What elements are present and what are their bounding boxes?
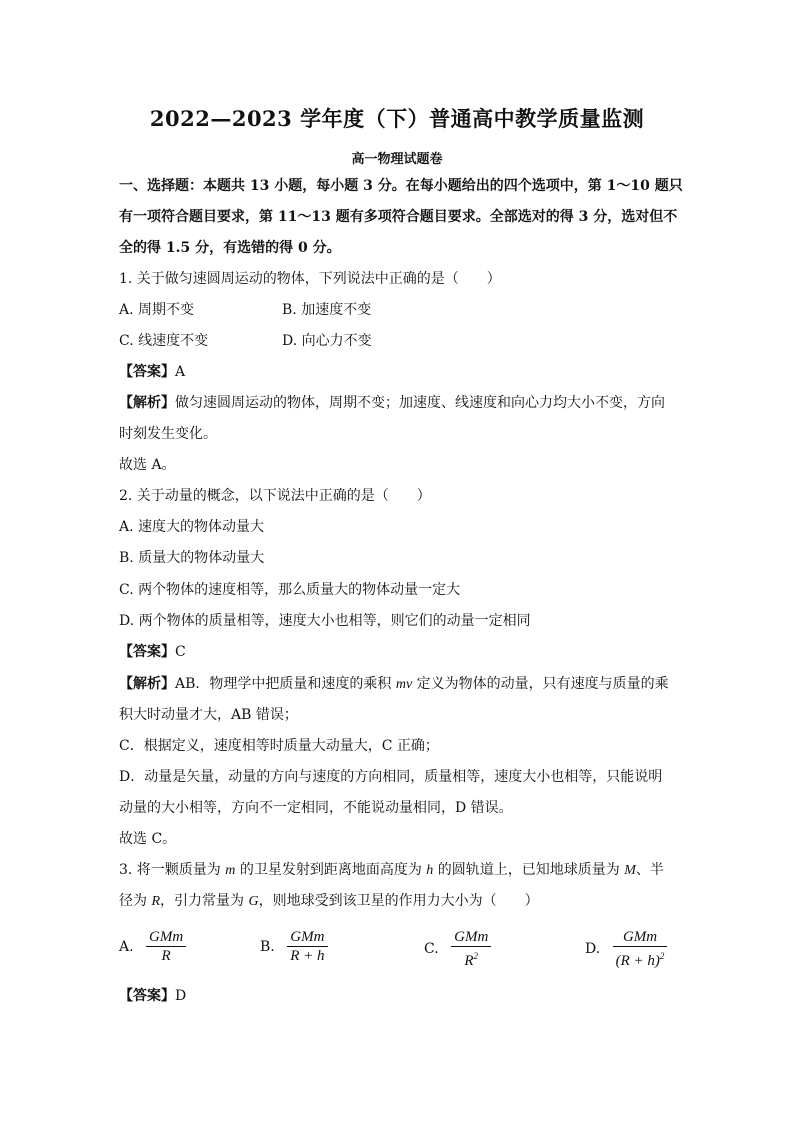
question-2-analysis-line-4: D．动量是矢量，动量的方向与速度的方向相同，质量相等，速度大小也相等，只能说明 [119, 769, 663, 785]
question-2-option-c: C. 两个物体的速度相等，那么质量大的物体动量一定大 [119, 582, 461, 598]
fraction-numerator: GMm [146, 928, 186, 947]
variable-M: M [624, 863, 636, 878]
variable-h: h [426, 863, 434, 878]
question-2-analysis-line-3: C．根据定义，速度相等时质量大动量大，C 正确； [119, 738, 439, 754]
question-1-analysis-line-1 [119, 393, 665, 413]
question-1-conclusion: 故选 A。 [119, 457, 176, 473]
question-1-stem: 1. 关于做匀速圆周运动的物体，下列说法中正确的是（ ） [119, 271, 501, 287]
answer-tag: 【答案】 [119, 364, 175, 380]
answer-value: D [175, 988, 187, 1004]
variable-R: R [151, 894, 161, 909]
page-title: 2022—2023 学年度（下）普通高中教学质量监测 [149, 106, 645, 131]
stem-text: 径为 [119, 893, 152, 909]
section-instructions-line-3: 全的得 1.5 分，有选错的得 0 分。 [119, 240, 341, 256]
question-2-analysis-line-5: 动量的大小相等，方向不一定相同，不能说动量相同，D 错误。 [119, 800, 513, 816]
exponent: 2 [473, 951, 479, 961]
question-1-option-c: C. 线速度不变 [119, 333, 209, 349]
page-subtitle: 高一物理试题卷 [351, 152, 443, 167]
question-3-stem-line-2 [119, 891, 539, 912]
fraction-denominator: R + h [290, 948, 325, 964]
question-2-analysis-line-1 [119, 674, 669, 695]
variable-m: m [225, 863, 236, 878]
question-1-option-a: A. 周期不变 [119, 302, 195, 318]
analysis-text: 做匀速圆周运动的物体，周期不变；加速度、线速度和向心力均大小不变，方向 [175, 395, 665, 411]
question-3-option-b [260, 928, 328, 965]
question-2-option-a: A. 速度大的物体动量大 [119, 519, 265, 535]
fraction-denominator: R [161, 948, 171, 964]
exponent: 2 [659, 951, 665, 961]
question-3-option-c [424, 928, 491, 970]
section-instructions-line-2: 有一项符合题目要求，第 11～13 题有多项符合题目要求。全部选对的得 3 分，选对但不 [119, 209, 678, 225]
question-1-analysis-line-2: 时刻发生变化。 [119, 426, 217, 442]
option-label: B. [260, 938, 275, 955]
answer-value: A [175, 364, 186, 380]
question-3-option-d [585, 928, 667, 970]
analysis-text-a: AB．物理学中把质量和速度的乘积 [175, 676, 396, 692]
fraction-numerator: GMm [287, 928, 327, 947]
answer-tag: 【答案】 [119, 988, 175, 1004]
question-1-option-d: D. 向心力不变 [282, 333, 372, 349]
question-3-answer [119, 986, 186, 1006]
question-2-stem: 2. 关于动量的概念，以下说法中正确的是（ ） [119, 488, 431, 504]
stem-text: 3. 将一颗质量为 [119, 862, 226, 878]
denominator-base: R [464, 953, 474, 969]
fraction-numerator: GMm [451, 928, 491, 947]
fraction [287, 928, 327, 965]
answer-tag: 【答案】 [119, 644, 175, 660]
stem-text: 的卫星发射到距离地面高度为 [235, 862, 427, 878]
analysis-tag: 【解析】 [119, 676, 175, 692]
answer-value: C [175, 644, 186, 660]
option-label: A. [119, 938, 134, 955]
option-label: C. [424, 941, 439, 957]
question-2-answer [119, 642, 186, 662]
fraction-numerator: GMm [613, 928, 668, 947]
denominator-base: (R + h) [615, 953, 660, 969]
fraction [451, 928, 491, 970]
question-1-option-b: B. 加速度不变 [282, 302, 372, 318]
option-label: D. [585, 941, 601, 957]
fraction [613, 928, 668, 970]
stem-text: 、半 [635, 862, 664, 878]
fraction [146, 928, 186, 965]
stem-text: ，引力常量为 [160, 893, 249, 909]
question-2-option-d: D. 两个物体的质量相等，速度大小也相等，则它们的动量一定相同 [119, 613, 531, 629]
variable-mv: mv [395, 677, 413, 692]
section-instructions-line-1: 一、选择题：本题共 13 小题，每小题 3 分。在每小题给出的四个选项中，第 1～10 题只 [119, 178, 683, 194]
question-3-option-a [119, 928, 186, 965]
question-2-conclusion: 故选 C。 [119, 831, 177, 847]
question-1-answer [119, 362, 185, 382]
question-3-stem-line-1 [119, 860, 664, 881]
fraction-denominator [451, 947, 491, 970]
stem-text: ，则地球受到该卫星的作用力大小为（ ） [258, 893, 539, 909]
stem-text: 的圆轨道上，已知地球质量为 [433, 862, 625, 878]
question-2-option-b: B. 质量大的物体动量大 [119, 550, 265, 566]
analysis-text-b: 定义为物体的动量，只有速度与质量的乘 [412, 676, 669, 692]
question-2-analysis-line-2: 积大时动量才大，AB 错误； [119, 707, 298, 723]
fraction-denominator [613, 947, 668, 970]
variable-G: G [248, 894, 259, 909]
analysis-tag: 【解析】 [119, 395, 175, 411]
